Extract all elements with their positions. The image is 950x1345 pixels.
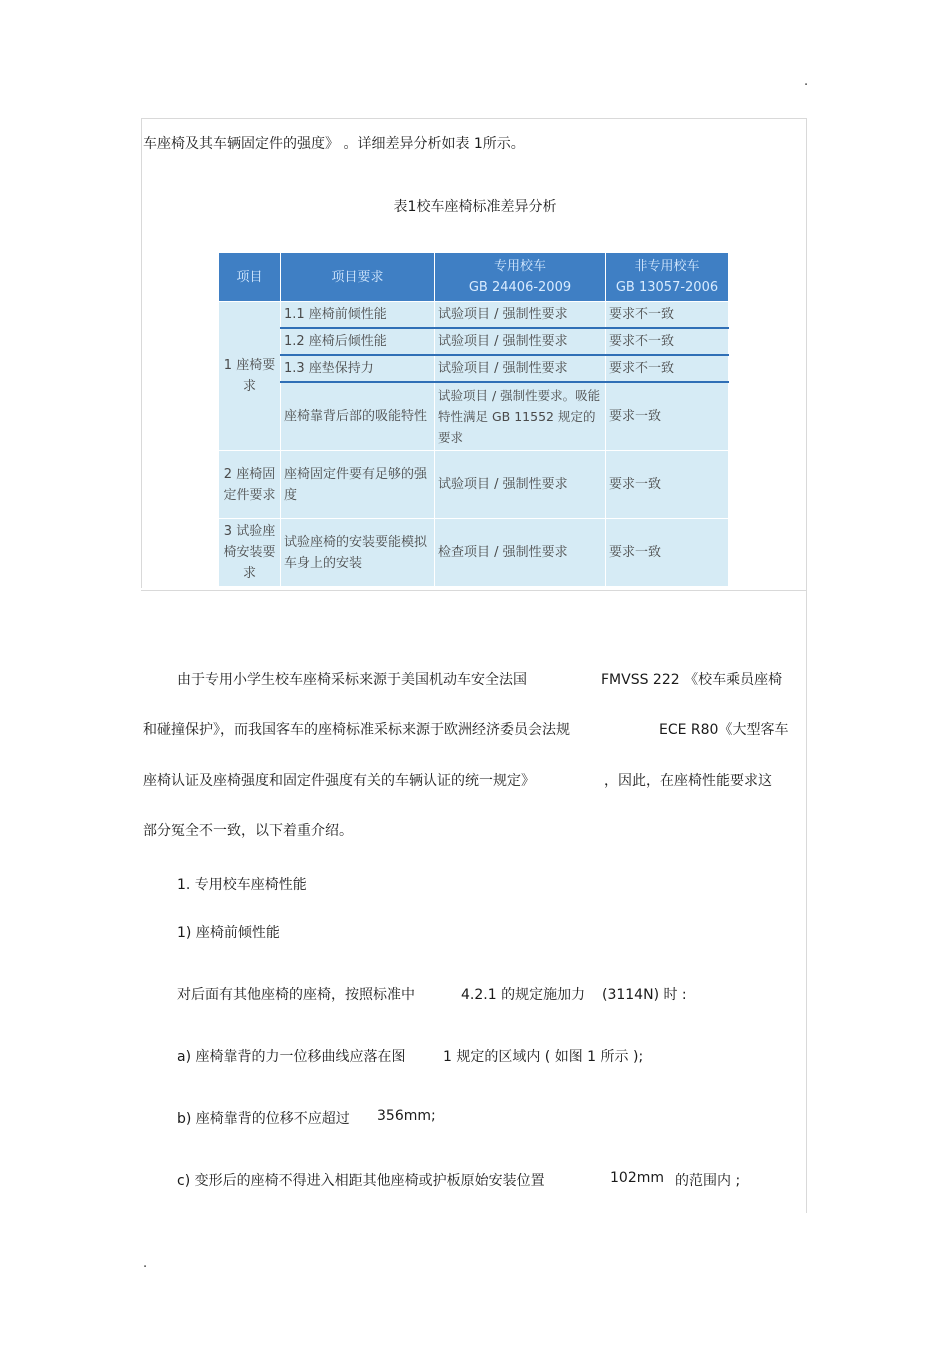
- table-header-row: [219, 253, 729, 302]
- table-caption: 表1校车座椅标准差异分析: [393, 199, 557, 215]
- load-text-a: 对后面有其他座椅的座椅，按照标准中: [177, 987, 415, 1003]
- item-b-part1: b) 座椅靠背的位移不应超过: [177, 1111, 350, 1127]
- header-school-bus-std: GB 24406-2009: [468, 280, 572, 295]
- comparison-table-image: [218, 252, 728, 579]
- comparison-table: [218, 252, 729, 587]
- cell-nonschool: 要求不一致: [606, 328, 729, 355]
- header-non-school-bus-std: GB 13057-2006: [615, 280, 719, 295]
- cell-requirement: 1.2 座椅后倾性能: [281, 328, 435, 355]
- paragraph-line-1b: FMVSS 222 《校车乘员座椅: [601, 672, 783, 688]
- group3-label: 3 试验座椅安装要求: [219, 519, 281, 587]
- cell-school: 检查项目 / 强制性要求: [435, 519, 606, 587]
- cell-nonschool: 要求一致: [606, 519, 729, 587]
- item-c-part2: 102mm: [610, 1170, 664, 1186]
- item-c-part1: c) 变形后的座椅不得进入相距其他座椅或护板原始安装位置: [177, 1173, 545, 1189]
- header-school-bus: [435, 253, 606, 302]
- cell-nonschool: 要求不一致: [606, 302, 729, 329]
- frame-right-border: [806, 118, 807, 1213]
- section-title: 1. 专用校车座椅性能: [177, 877, 307, 893]
- header-school-bus-label: 专用校车: [493, 259, 546, 274]
- cell-school: 试验项目 / 强制性要求: [435, 328, 606, 355]
- header-non-school-bus-label: 非专用校车: [634, 259, 700, 274]
- cell-nonschool: 要求一致: [606, 382, 729, 451]
- table-row: [219, 302, 729, 329]
- page-mark-dot: .: [143, 1256, 148, 1271]
- cell-nonschool: 要求一致: [606, 451, 729, 519]
- cell-school: 试验项目 / 强制性要求: [435, 355, 606, 382]
- cell-school: 试验项目 / 强制性要求: [435, 451, 606, 519]
- item-c-part3: 的范围内 ;: [675, 1173, 741, 1189]
- frame-left-border: [141, 118, 142, 588]
- paragraph-line-1a: 由于专用小学生校车座椅采标来源于美国机动车安全法国: [177, 672, 527, 688]
- subsection-title: 1) 座椅前倾性能: [177, 925, 280, 941]
- cell-requirement: 1.1 座椅前倾性能: [281, 302, 435, 329]
- group1-label: 1 座椅要求: [219, 302, 281, 451]
- item-a-part2: 1 规定的区域内 ( 如图 1 所示 );: [443, 1049, 644, 1065]
- cell-requirement: 试验座椅的安装要能模拟车身上的安装: [281, 519, 435, 587]
- table-row: [219, 328, 729, 355]
- intro-line: 车座椅及其车辆固定件的强度》 。详细差异分析如表 1所示。: [143, 136, 525, 152]
- header-non-school-bus: [606, 253, 729, 302]
- frame-separator: [141, 590, 807, 591]
- cell-school: 试验项目 / 强制性要求。吸能特性满足 GB 11552 规定的要求: [435, 382, 606, 451]
- table-row: [219, 519, 729, 587]
- table-row: [219, 355, 729, 382]
- item-b-part2: 356mm;: [377, 1108, 436, 1124]
- paragraph-line-2b: ECE R80《大型客车: [659, 722, 789, 738]
- cell-nonschool: 要求不一致: [606, 355, 729, 382]
- paragraph-line-3a: 座椅认证及座椅强度和固定件强度有关的车辆认证的统一规定》: [143, 773, 535, 789]
- frame-top-border: [141, 118, 807, 119]
- paragraph-line-3b: ，因此，在座椅性能要求这: [604, 773, 772, 789]
- page-mark-dot: .: [804, 74, 809, 89]
- table-row: [219, 451, 729, 519]
- load-text-c: (3114N) 时 :: [602, 987, 687, 1003]
- cell-requirement: 座椅靠背后部的吸能特性: [281, 382, 435, 451]
- group2-label: 2 座椅固定件要求: [219, 451, 281, 519]
- cell-school: 试验项目 / 强制性要求: [435, 302, 606, 329]
- cell-requirement: 座椅固定件要有足够的强度: [281, 451, 435, 519]
- table-row: [219, 382, 729, 451]
- paragraph-line-2a: 和碰撞保护》，而我国客车的座椅标准采标来源于欧洲经济委员会法规: [143, 722, 570, 738]
- paragraph-line-4: 部分冤全不一致，以下着重介绍。: [143, 823, 353, 839]
- header-requirement: 项目要求: [281, 253, 435, 302]
- load-text-b: 4.2.1 的规定施加力: [461, 987, 586, 1003]
- cell-requirement: 1.3 座垫保持力: [281, 355, 435, 382]
- header-item: 项目: [219, 253, 281, 302]
- item-a-part1: a) 座椅靠背的力一位移曲线应落在图: [177, 1049, 406, 1065]
